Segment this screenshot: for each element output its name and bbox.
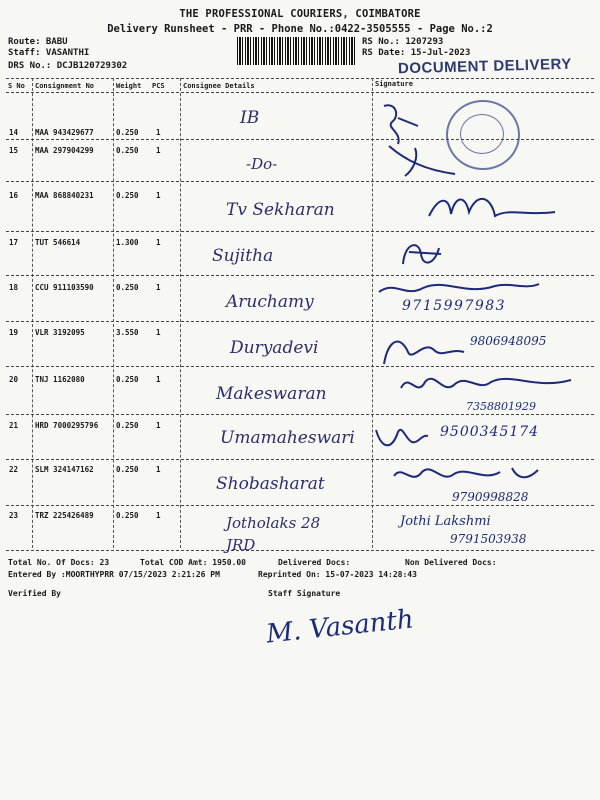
row-sno: 22 xyxy=(9,465,19,474)
document-delivery-stamp: DOCUMENT DELIVERY xyxy=(397,55,572,78)
column-divider xyxy=(180,78,181,548)
staff-signature-label: Staff Signature xyxy=(268,589,341,598)
staff-signature-handwritten: M. Vasanth xyxy=(264,604,415,650)
signature-scribble xyxy=(388,462,558,490)
signature-scribble xyxy=(385,140,465,180)
row-consignment: TUT 546614 xyxy=(35,238,81,247)
row-divider xyxy=(6,181,594,182)
row-sno: 20 xyxy=(9,375,19,384)
column-header-signature: Signature xyxy=(375,80,413,88)
row-consignment: TRZ 225426489 xyxy=(35,511,94,520)
row-consignment: MAA 943429677 xyxy=(35,128,94,137)
row-divider xyxy=(6,366,594,367)
rs-date: RS Date: 15-Jul-2023 xyxy=(362,48,471,58)
rs-number: RS No.: 1207293 xyxy=(362,37,444,47)
row-divider xyxy=(6,231,594,232)
consignee-phone: 9806948095 xyxy=(470,334,547,348)
total-cod-amount: Total COD Amt: 1950.00 xyxy=(140,558,246,567)
row-pcs: 1 xyxy=(156,146,161,155)
row-consignee: IB xyxy=(240,108,260,128)
row-sno: 19 xyxy=(9,328,19,337)
row-weight: 1.300 xyxy=(116,238,139,247)
row-pcs: 1 xyxy=(156,465,161,474)
consignee-phone: 9790998828 xyxy=(452,490,529,504)
row-consignee: -Do- xyxy=(246,155,278,173)
row-consignment: MAA 297904299 xyxy=(35,146,94,155)
signature-scribble xyxy=(395,368,575,404)
row-weight: 0.250 xyxy=(116,128,139,137)
non-delivered-docs: Non Delivered Docs: xyxy=(405,558,497,567)
row-consignment: VLR 3192095 xyxy=(35,328,85,337)
row-consignee: Tv Sekharan xyxy=(226,200,335,220)
verified-by-label: Verified By xyxy=(8,589,61,598)
total-docs: Total No. Of Docs: 23 xyxy=(8,558,110,567)
column-divider xyxy=(372,78,373,548)
row-consignee: Shobasharat xyxy=(216,474,325,494)
consignee-phone: 9791503938 xyxy=(450,532,527,546)
row-pcs: 1 xyxy=(156,328,161,337)
row-divider xyxy=(6,321,594,322)
table-header-divider xyxy=(6,92,594,93)
signature-scribble xyxy=(395,234,455,274)
row-pcs: 1 xyxy=(156,191,161,200)
consignee-phone: 7358801929 xyxy=(466,400,536,413)
row-pcs: 1 xyxy=(156,283,161,292)
row-divider xyxy=(6,505,594,506)
row-weight: 0.250 xyxy=(116,283,139,292)
row-consignee: Duryadevi xyxy=(230,338,319,358)
row-pcs: 1 xyxy=(156,421,161,430)
row-weight: 0.250 xyxy=(116,421,139,430)
column-header-sno: S No xyxy=(8,82,25,90)
company-name: THE PROFESSIONAL COURIERS, COIMBATORE xyxy=(179,8,421,20)
signature-scribble xyxy=(378,330,468,370)
row-sno: 18 xyxy=(9,283,19,292)
consignee-phone: 9715997983 xyxy=(402,298,507,314)
table-bottom-divider xyxy=(6,550,594,551)
signature-scribble xyxy=(425,186,565,232)
column-header-pcs: PCS xyxy=(152,82,165,90)
row-weight: 0.250 xyxy=(116,511,139,520)
row-pcs: 1 xyxy=(156,375,161,384)
row-divider xyxy=(6,459,594,460)
column-header-weight: Weight xyxy=(116,82,142,90)
row-consignment: MAA 868840231 xyxy=(35,191,94,200)
row-pcs: 1 xyxy=(156,238,161,247)
row-sno: 17 xyxy=(9,238,19,247)
row-consignee: Umamaheswari xyxy=(220,428,355,448)
row-signature-name: Jothi Lakshmi xyxy=(400,514,491,529)
route-label: Route: BABU xyxy=(8,37,68,47)
barcode-image xyxy=(237,37,355,65)
reprinted-on: Reprinted On: 15-07-2023 14:28:43 xyxy=(258,570,417,579)
row-pcs: 1 xyxy=(156,511,161,520)
row-sno: 14 xyxy=(9,128,19,137)
row-consignee: Sujitha xyxy=(212,246,274,266)
row-sno: 23 xyxy=(9,511,19,520)
row-consignment: CCU 911103590 xyxy=(35,283,94,292)
row-sno: 21 xyxy=(9,421,19,430)
row-consignment: SLM 324147162 xyxy=(35,465,94,474)
runsheet-title: Delivery Runsheet - PRR - Phone No.:0422-3505555 - Page No.:2 xyxy=(107,23,493,35)
row-weight: 0.250 xyxy=(116,465,139,474)
row-weight: 0.250 xyxy=(116,191,139,200)
row-pcs: 1 xyxy=(156,128,161,137)
column-header-consignment: Consignment No xyxy=(35,82,95,90)
staff-label: Staff: VASANTHI xyxy=(8,48,90,58)
consignee-phone: 9500345174 xyxy=(440,424,540,440)
row-consignee: Makeswaran xyxy=(216,384,327,404)
table-top-divider xyxy=(6,78,594,79)
row-divider xyxy=(6,414,594,415)
drs-number: DRS No.: DCJB120729302 xyxy=(8,61,128,71)
row-sno: 16 xyxy=(9,191,19,200)
row-sno: 15 xyxy=(9,146,19,155)
row-consignment: TNJ 1162080 xyxy=(35,375,85,384)
row-consignee: Jotholaks 28 JRD xyxy=(226,514,321,554)
column-divider xyxy=(113,78,114,548)
row-weight: 3.550 xyxy=(116,328,139,337)
entered-by: Entered By :MOORTHYPRR 07/15/2023 2:21:26 PM xyxy=(8,570,220,579)
column-divider xyxy=(32,78,33,548)
signature-scribble xyxy=(372,420,432,454)
row-divider xyxy=(6,275,594,276)
column-header-consignee: Consignee Details xyxy=(183,82,255,90)
row-weight: 0.250 xyxy=(116,146,139,155)
row-weight: 0.250 xyxy=(116,375,139,384)
row-consignee: Aruchamy xyxy=(226,292,314,312)
row-divider xyxy=(6,139,594,140)
row-consignment: HRD 7000295796 xyxy=(35,421,99,430)
delivered-docs: Delivered Docs: xyxy=(278,558,351,567)
